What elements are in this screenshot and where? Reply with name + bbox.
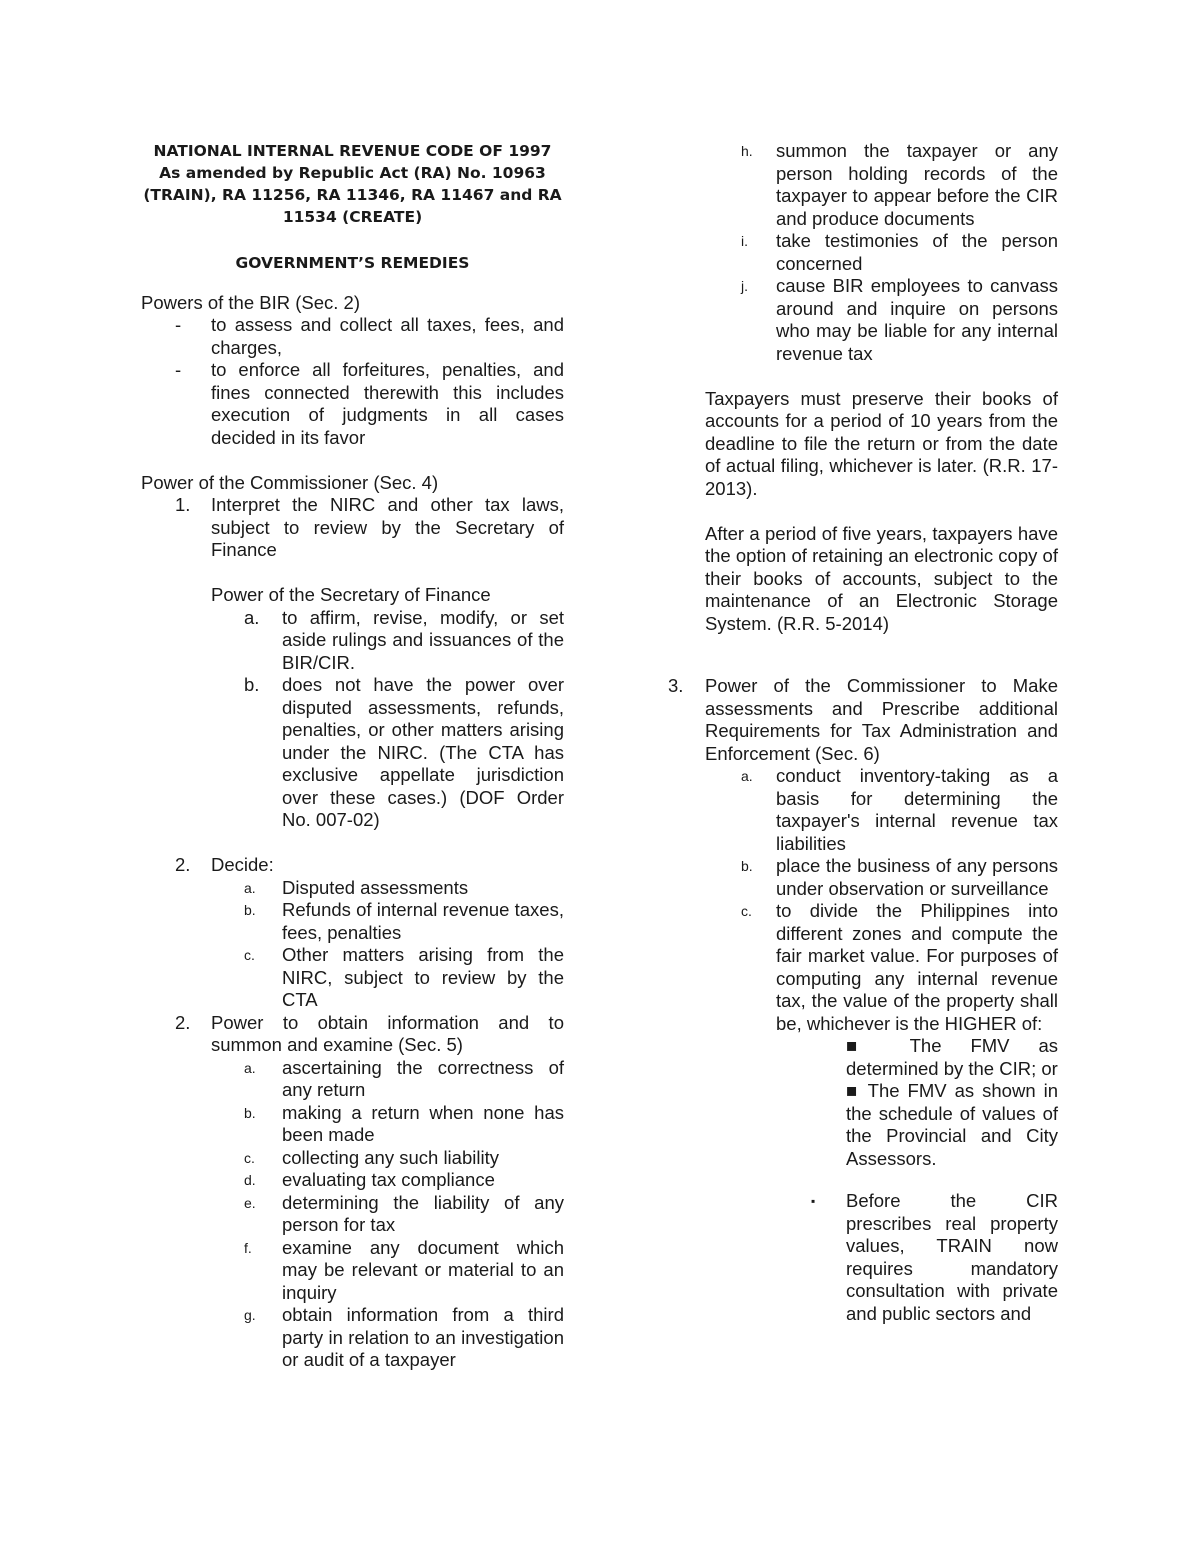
- list-item-text: to enforce all forfeitures, penalties, and fines connected therewith this includes execution of judgments in all cases decided in its favor: [211, 359, 564, 448]
- number-marker: 2.: [175, 1011, 191, 1033]
- list-item-text: making a return when none has been made: [282, 1101, 564, 1145]
- list-item-text: Refunds of internal revenue taxes, fees, penalties: [282, 899, 564, 943]
- document-title: [141, 140, 564, 228]
- list-item: [668, 765, 1058, 855]
- number-marker: 3.: [668, 675, 684, 696]
- list-item-text: cause BIR employees to canvass around and inquire on persons who may be liable for any internal revenue tax: [776, 275, 1058, 364]
- list-item-text: ascertaining the correctness of any return: [282, 1056, 564, 1100]
- letter-marker: a.: [244, 606, 260, 628]
- list-item: [668, 140, 1058, 230]
- letter-marker: f.: [244, 1239, 252, 1256]
- list-item-text: Disputed assessments: [282, 876, 469, 898]
- letter-marker: a.: [741, 768, 753, 784]
- list-item-text: Before the CIR prescribes real property values, TRAIN now requires mandatory consultation with private and public sectors and: [846, 1190, 1058, 1324]
- letter-marker: c.: [244, 1149, 255, 1166]
- list-item: [668, 675, 1058, 765]
- list-item-text: collecting any such liability: [282, 1146, 499, 1168]
- bir-powers-heading: Powers of the BIR (Sec. 2): [141, 291, 361, 313]
- higher-of-option: ■ The FMV as determined by the CIR; or: [846, 1035, 1058, 1079]
- letter-marker: a.: [244, 1059, 256, 1076]
- letter-marker: h.: [741, 143, 753, 159]
- list-item-text: conduct inventory-taking as a basis for determining the taxpayer's internal revenue tax liabilities: [776, 765, 1058, 854]
- list-item: [141, 944, 564, 1012]
- number-marker: 1.: [175, 494, 191, 515]
- letter-marker: j.: [741, 278, 748, 294]
- list-item: [668, 900, 1058, 1035]
- list-item-text: Power to obtain information and to summon and examine (Sec. 5): [211, 1011, 564, 1055]
- letter-marker: i.: [741, 233, 748, 249]
- list-item: [141, 1237, 564, 1305]
- secfin-heading: Power of the Secretary of Finance: [211, 584, 491, 605]
- title-line: NATIONAL INTERNAL REVENUE CODE OF 1997: [153, 142, 552, 160]
- list-item: [141, 1102, 564, 1147]
- list-item-text: determining the liability of any person for tax: [282, 1191, 564, 1235]
- list-item: [141, 1147, 564, 1170]
- list-item: [141, 1012, 564, 1057]
- title-line: As amended by Republic Act (RA) No. 10963: [159, 164, 546, 182]
- section-title: GOVERNMENT’S REMEDIES: [235, 254, 470, 272]
- dash-marker: -: [175, 314, 182, 335]
- list-item: [141, 674, 564, 832]
- letter-marker: e.: [244, 1194, 256, 1211]
- list-item: [141, 1304, 564, 1372]
- list-item-text: Interpret the NIRC and other tax laws, subject to review by the Secretary of Finance: [211, 494, 564, 560]
- list-item: [141, 1057, 564, 1102]
- list-item: [141, 494, 564, 562]
- list-item-text: does not have the power over disputed assessments, refunds, penalties, or other matters arising under the NIRC. (The CTA has exclusive appellate jurisdiction over these cases.) (DOF Order No. 007-02): [282, 674, 564, 830]
- list-item: [141, 1169, 564, 1192]
- list-item: [141, 899, 564, 944]
- list-item-text: to affirm, revise, modify, or set aside rulings and issuances of the BIR/CIR.: [282, 606, 564, 673]
- dash-marker: -: [175, 359, 182, 380]
- list-item: [668, 275, 1058, 365]
- letter-marker: b.: [244, 674, 260, 695]
- letter-marker: g.: [244, 1307, 256, 1323]
- list-item: [141, 877, 564, 900]
- paragraph: After a period of five years, taxpayers have the option of retaining an electronic copy of their books of accounts, subject to the maintenance of an Electronic Storage System. (R.R. 5-2014): [705, 522, 1058, 634]
- right-column: [668, 140, 1058, 1325]
- list-item-text: Decide:: [211, 854, 274, 875]
- square-bullet-icon: ▪: [811, 1194, 816, 1208]
- paragraph: Taxpayers must preserve their books of accounts for a period of 10 years from the deadline to file the return or from the date of actual filing, whichever is later. (R.R. 17-2013).: [705, 387, 1058, 499]
- title-line: (TRAIN), RA 11256, RA 11346, RA 11467 and RA: [143, 186, 562, 204]
- letter-marker: d.: [244, 1172, 256, 1188]
- list-item-text: place the business of any persons under observation or surveillance: [776, 855, 1058, 899]
- list-item-text: Power of the Commissioner to Make assessments and Prescribe additional Requirements for Tax Administration and Enforcement (Sec. 6): [705, 675, 1058, 764]
- list-item-text: examine any document which may be relevant or material to an inquiry: [282, 1236, 564, 1303]
- title-line: 11534 (CREATE): [282, 208, 423, 226]
- letter-marker: b.: [244, 902, 256, 918]
- list-item: [141, 359, 564, 449]
- higher-of-option: ■ The FMV as shown in the schedule of values of the Provincial and City Assessors.: [846, 1080, 1058, 1169]
- list-item: [668, 1190, 1058, 1325]
- list-item-text: summon the taxpayer or any person holding records of the taxpayer to appear before the CIR and produce documents: [776, 140, 1058, 229]
- letter-marker: b.: [244, 1104, 256, 1121]
- letter-marker: a.: [244, 879, 256, 896]
- letter-marker: c.: [244, 947, 255, 963]
- letter-marker: b.: [741, 858, 753, 874]
- list-item: [141, 854, 564, 877]
- list-item-text: obtain information from a third party in relation to an investigation or audit of a taxpayer: [282, 1304, 564, 1370]
- list-item: [141, 314, 564, 359]
- list-item-text: to divide the Philippines into different zones and compute the fair market value. For purposes of computing any internal revenue tax, the value of the property shall be, whichever is the HIGHER of:: [776, 900, 1058, 1034]
- list-item: [141, 1192, 564, 1237]
- list-item: [668, 230, 1058, 275]
- left-column: [141, 140, 564, 1372]
- commissioner-heading: Power of the Commissioner (Sec. 4): [141, 471, 439, 493]
- list-item: [668, 855, 1058, 900]
- number-marker: 2.: [175, 854, 191, 875]
- list-item-text: to assess and collect all taxes, fees, and charges,: [211, 314, 564, 358]
- letter-marker: c.: [741, 903, 752, 919]
- list-item: [141, 607, 564, 675]
- list-item-text: Other matters arising from the NIRC, subject to review by the CTA: [282, 944, 564, 1010]
- list-item-text: take testimonies of the person concerned: [776, 230, 1058, 274]
- list-item-text: evaluating tax compliance: [282, 1169, 495, 1190]
